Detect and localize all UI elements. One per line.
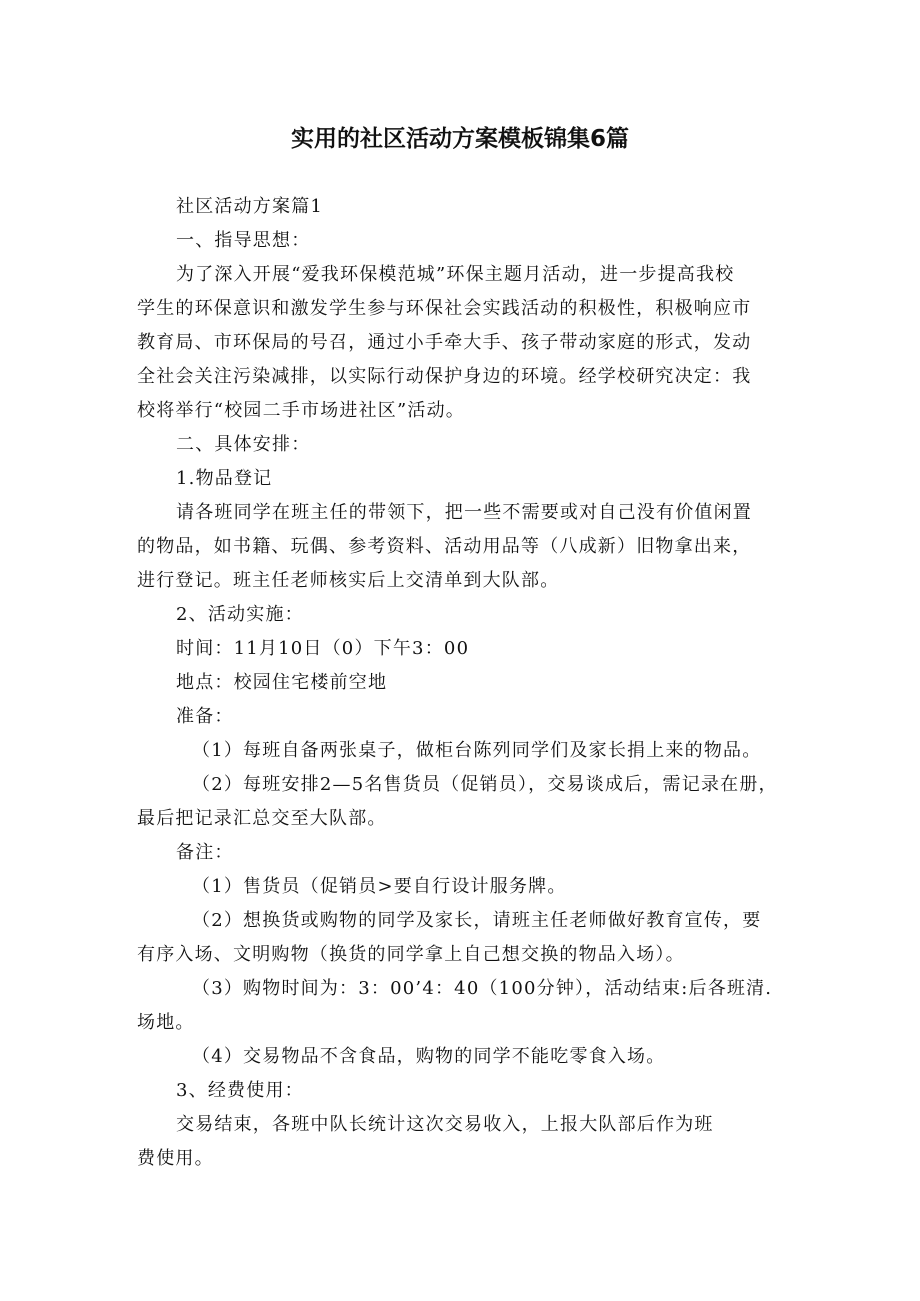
list-item: （1）每班自备两张桌子，做柜台陈列同学们及家长捐上来的物品。 [192,740,762,761]
list-item: （3）购物时间为：3：00’4：40（100分钟），活动结束:后各班清. [192,978,773,999]
paragraph-line: 时间：11月10日（0）下午3：00 [176,638,470,659]
paragraph-line: 学生的环保意识和激发学生参与环保社会实践活动的积极性，积极响应市 [137,298,752,319]
list-item: （2）每班安排2—5名售货员（促销员），交易谈成后，需记录在册， [192,774,778,795]
subsection-heading: 3、经费使用： [176,1080,304,1101]
paragraph-line: 教育局、市环保局的号召，通过小手牵大手、孩子带动家庭的形式，发动 [137,332,752,353]
list-item: （4）交易物品不含食品，购物的同学不能吃零食入场。 [192,1046,666,1067]
list-item: （1）售货员（促销员>要自行设计服务牌。 [192,876,567,897]
paragraph-line: 备注： [176,842,234,863]
subsection-heading: 2、活动实施： [176,604,304,625]
list-item: 最后把记录汇总交至大队部。 [137,808,387,829]
section-heading: 二、具体安排： [176,434,311,455]
paragraph-line: 为了深入开展“爱我环保模范城”环保主题月活动，进一步提高我校 [176,264,735,285]
section-heading: 社区活动方案篇1 [176,196,324,217]
paragraph-line: 校将举行“校园二手市场进社区”活动。 [137,400,466,421]
subsection-heading: 1.物品登记 [176,468,273,489]
paragraph-line: 请各班同学在班主任的带领下，把一些不需要或对自己没有价值闲置 [176,502,752,523]
paragraph-line: 进行登记。班主任老师核实后上交清单到大队部。 [137,570,560,591]
paragraph-line: 的物品，如书籍、玩偶、参考资料、活动用品等（八成新）旧物拿出来， [137,536,752,557]
list-item: 有序入场、文明购物（换货的同学拿上自己想交换的物品入场）。 [137,944,685,965]
paragraph-line: 地点：校园住宅楼前空地 [176,672,388,693]
paragraph-line: 交易结束，各班中队长统计这次交易收入，上报大队部后作为班 [176,1114,714,1135]
list-item: 场地。 [137,1012,195,1033]
paragraph-line: 准备： [176,706,234,727]
list-item: （2）想换货或购物的同学及家长，请班主任老师做好教育宣传，要 [192,910,762,931]
paragraph-line: 全社会关注污染减排，以实际行动保护身边的环境。经学校研究决定：我 [137,366,752,387]
section-heading: 一、指导思想： [176,230,311,251]
paragraph-line: 费使用。 [137,1148,214,1169]
document-title: 实用的社区活动方案模板锦集6篇 [290,126,629,152]
